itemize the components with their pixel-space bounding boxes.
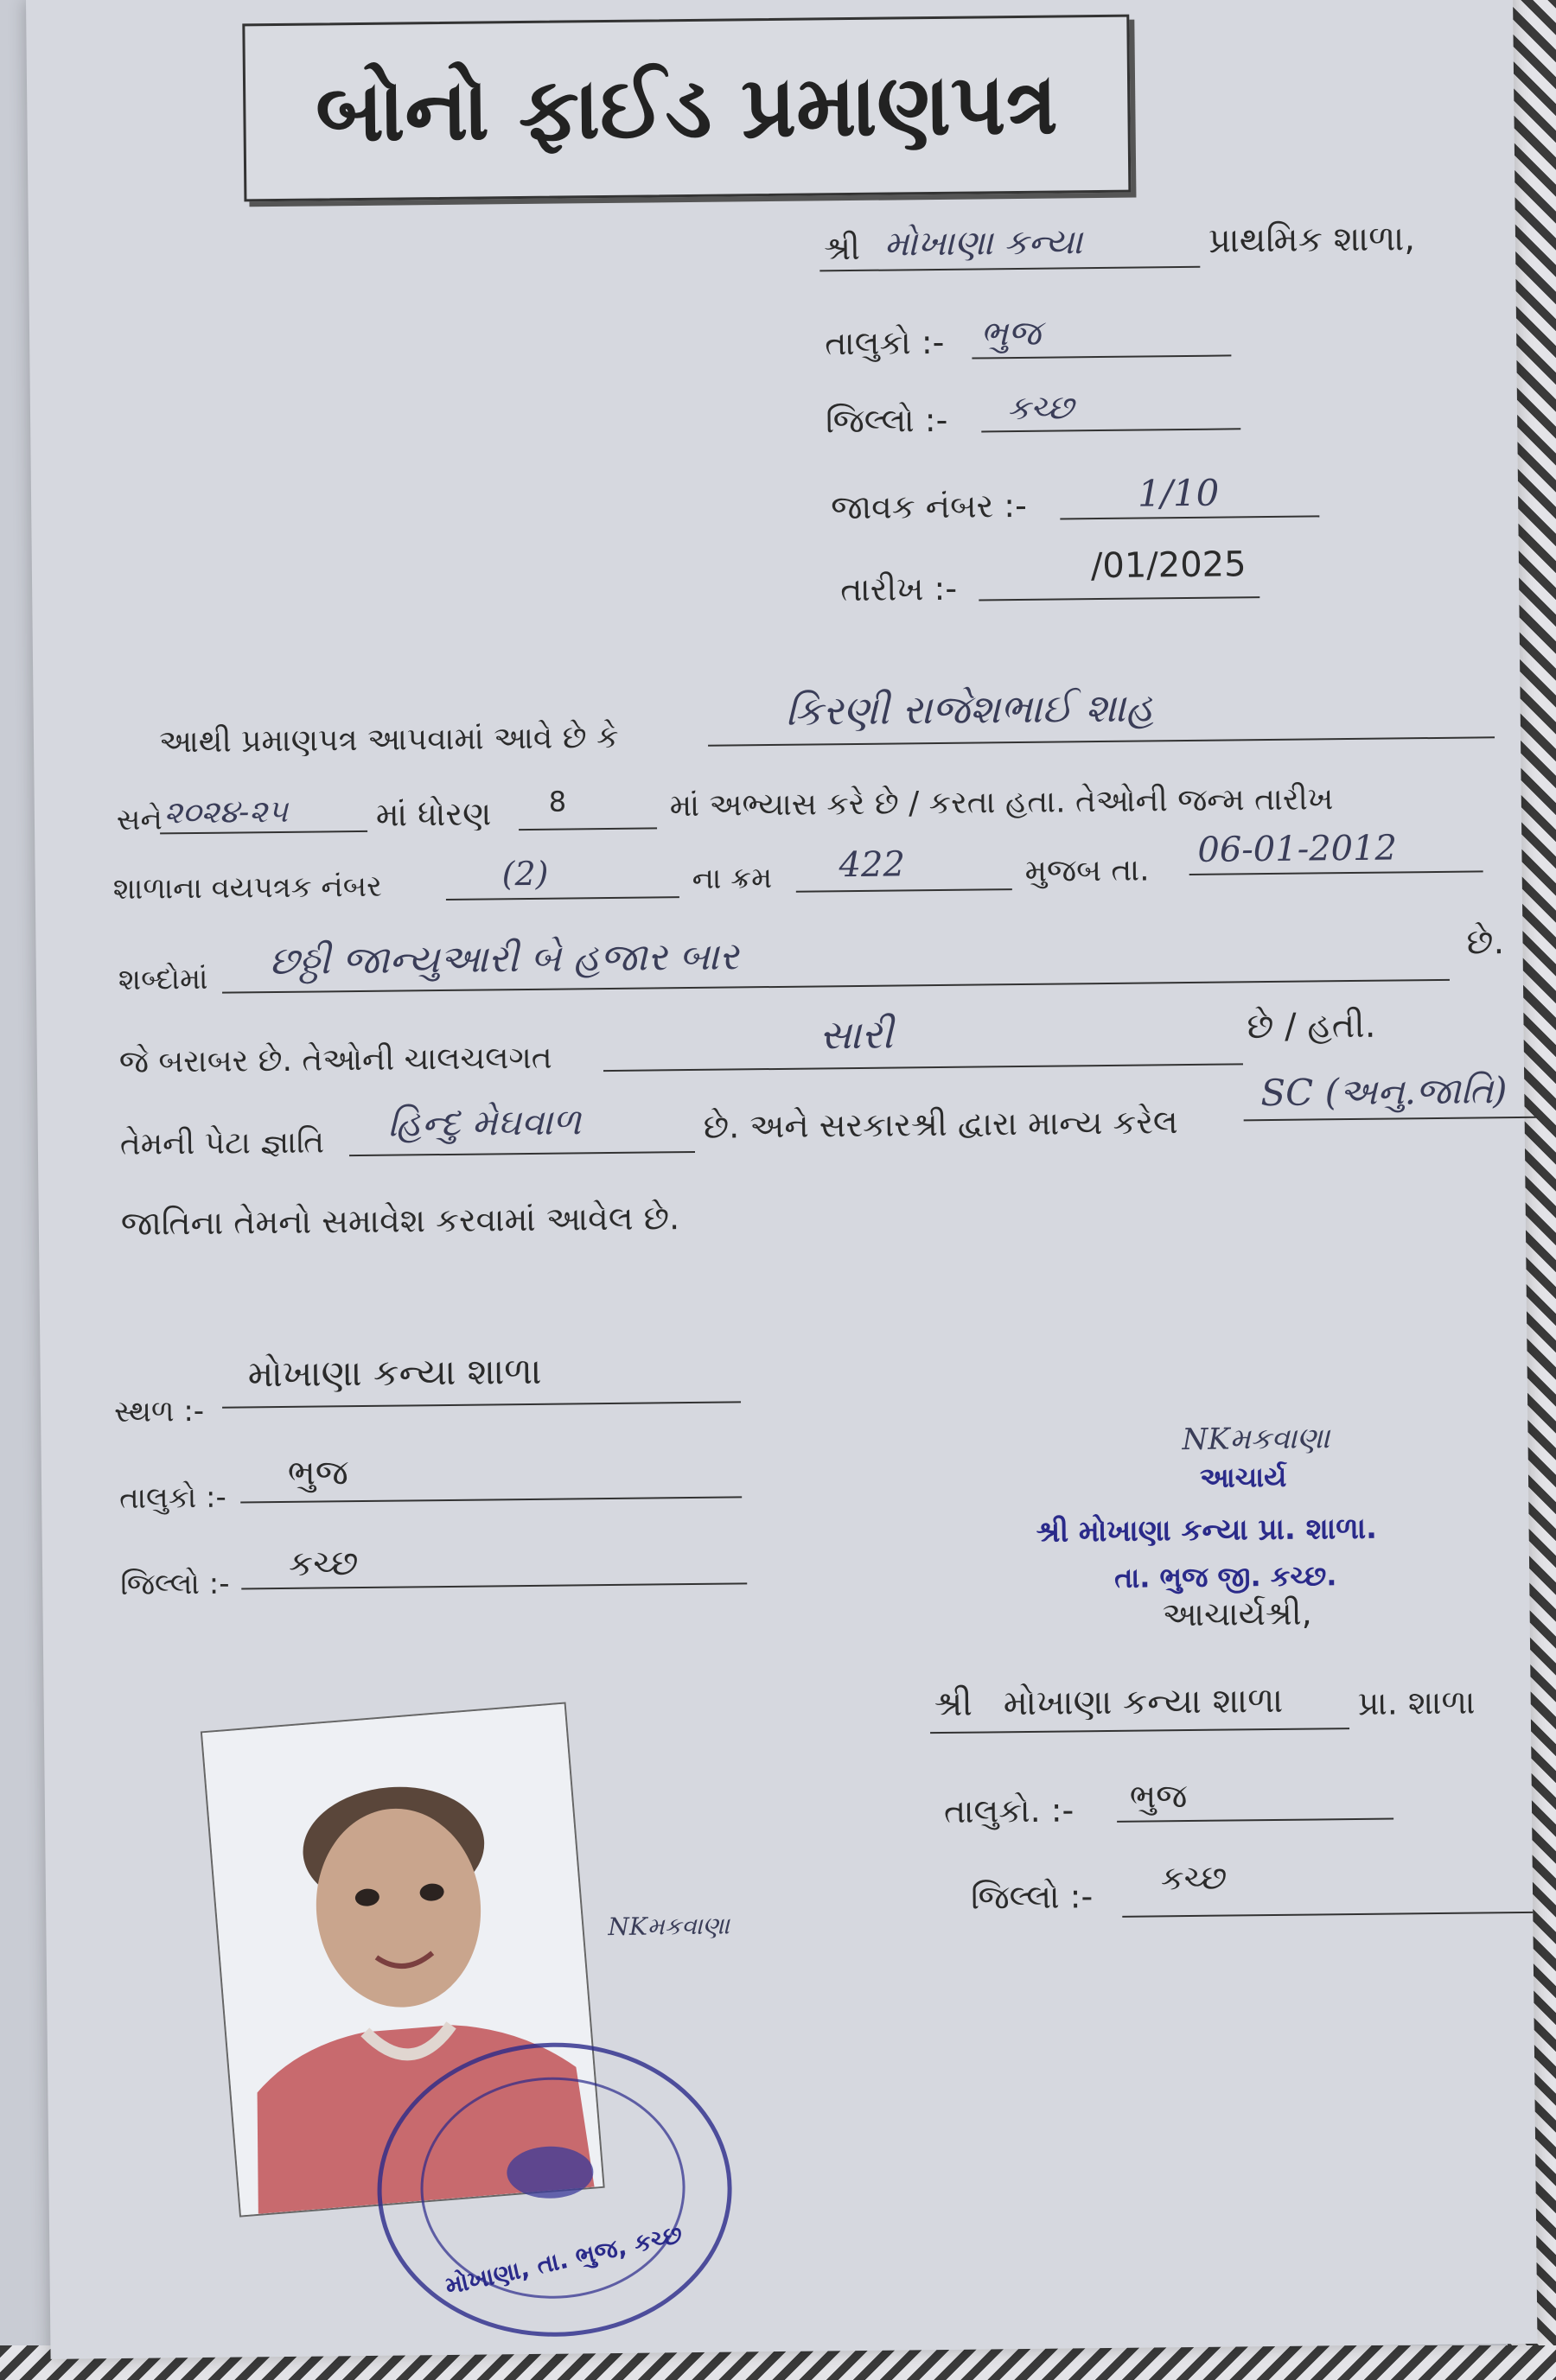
signature-taluka-line [1117,1818,1393,1823]
header-district-line [981,428,1240,432]
register-number: (2) [501,854,549,894]
register-number-line [446,896,679,900]
sub-caste: હિન્દુ મેઘવાળ [387,1100,582,1145]
conduct: સારી [819,1010,894,1059]
title-box [242,15,1131,202]
stamp-line2: તા. ભુજ જી. કચ્છ. [1113,1559,1337,1594]
stamp-line1: શ્રી મોખાણા કન્યા પ્રા. શાળા. [1036,1511,1378,1550]
body-line5-prefix: જે બરાબર છે. તેઓની ચાલચલગત [118,1040,552,1080]
header-taluka-value: ભુજ [979,313,1042,354]
place-taluka-value: ભુજ [287,1453,348,1493]
place-district-value: કચ્છ [288,1543,359,1584]
body-line6-prefix: તેમની પેટા જ્ઞાતિ [119,1124,325,1162]
signature-district-label: જિલ્લો :- [970,1877,1094,1917]
header-outward-label: જાવક નંબર :- [830,486,1028,527]
header-district-value: કચ્છ [1006,388,1074,428]
body-line2-mid: માં ધોરણ [375,794,492,834]
birth-date-words: છઠ્ઠી જાન્યુઆરી બે હજાર બાર [269,934,739,984]
signature-shri: શ્રી [934,1683,972,1725]
signature-school: મોખાણા કન્યા શાળા [1003,1680,1284,1724]
serial-number: 422 [839,844,906,886]
standard-line [519,827,657,830]
principal-label: આચાર્યશ્રી, [1162,1594,1312,1634]
signature-taluka-value: ભુજ [1129,1777,1188,1816]
birth-date-line [1189,870,1483,875]
header-school-line [819,266,1200,272]
place-district-line [241,1582,747,1589]
place-line [222,1401,741,1408]
body-line3-suffix: મુજબ તા. [1024,852,1150,889]
place-district-label: જિલ્લો :- [120,1566,230,1602]
standard: 8 [548,785,567,818]
header-date-line [979,596,1259,601]
stamp-role: આચાર્ય [1199,1460,1287,1494]
header-taluka-label: તાલુકો :- [824,322,945,363]
serial-number-line [796,888,1012,893]
header-date-value: /01/2025 [1090,544,1247,587]
photo-initials: NKમકવાણા [608,1911,730,1942]
category-line [1244,1117,1538,1122]
student-name-line [708,736,1495,747]
signature-district-line [1122,1912,1533,1918]
place-label: સ્થળ :- [113,1393,205,1430]
place-taluka-line [240,1496,742,1503]
signature-taluka-label: તાલુકો. :- [943,1791,1075,1830]
body-line7: જાતિના તેમનો સમાવેશ કરવામાં આવેલ છે. [120,1199,680,1243]
signature-school-suffix: પ્રા. શાળા [1357,1683,1476,1722]
body-line6-mid: છે. અને સરકારશ્રી દ્વારા માન્ય કરેલ [703,1103,1178,1146]
header-district-label: જિલ્લો :- [825,400,948,441]
body-line3-mid: ના ક્રમ [692,861,773,896]
student-name: કિરણી રાજેશભાઈ શાહ [785,684,1155,735]
certificate-title: બોનો ફાઈડ પ્રમાણપત્ર [315,54,1059,161]
signature-initials: NKમકવાણા [1182,1421,1330,1458]
header-outward-value: 1/10 [1137,471,1220,515]
round-stamp-text: મોખાણા, તા. ભુજ, કચ્છ [443,2219,686,2300]
certificate-page [26,0,1537,2359]
stamp-emblem-icon [498,2137,603,2207]
place-taluka-label: તાલુકો :- [118,1480,226,1516]
body-line2-prefix: સને [116,802,163,837]
body-line1-prefix: આથી પ્રમાણપત્ર આપવામાં આવે છે કે [158,719,619,760]
body-line4-prefix: શબ્દોમાં [118,961,208,997]
header-date-label: તારીખ :- [839,569,958,609]
header-school-suffix: પ્રાથમિક શાળા, [1208,219,1416,261]
body-line3-prefix: શાળાના વયપત્રક નંબર [112,869,382,907]
birth-date: 06-01-2012 [1197,828,1398,870]
body-line2-suffix: માં અભ્યાસ કરે છે / કરતા હતા. તેઓની જન્મ તારીખ [669,781,1334,824]
body-line4-suffix: છે. [1466,922,1505,963]
header-shri: શ્રી [823,228,861,268]
conduct-line [603,1063,1243,1072]
signature-district-value: કચ્છ [1160,1858,1228,1898]
academic-year: ૨૦૨૪-૨૫ [163,793,289,831]
sub-caste-line [349,1151,695,1156]
body-line5-suffix: છે / હતી. [1247,1005,1376,1047]
header-school-name: મોખાણા કન્યા [883,222,1083,264]
header-taluka-line [972,354,1231,359]
header-outward-line [1060,515,1319,519]
signature-school-line [930,1728,1349,1734]
place-value: મોખાણા કન્યા શાળા [247,1349,542,1396]
category: SC (અનુ.જાતિ) [1260,1069,1508,1115]
